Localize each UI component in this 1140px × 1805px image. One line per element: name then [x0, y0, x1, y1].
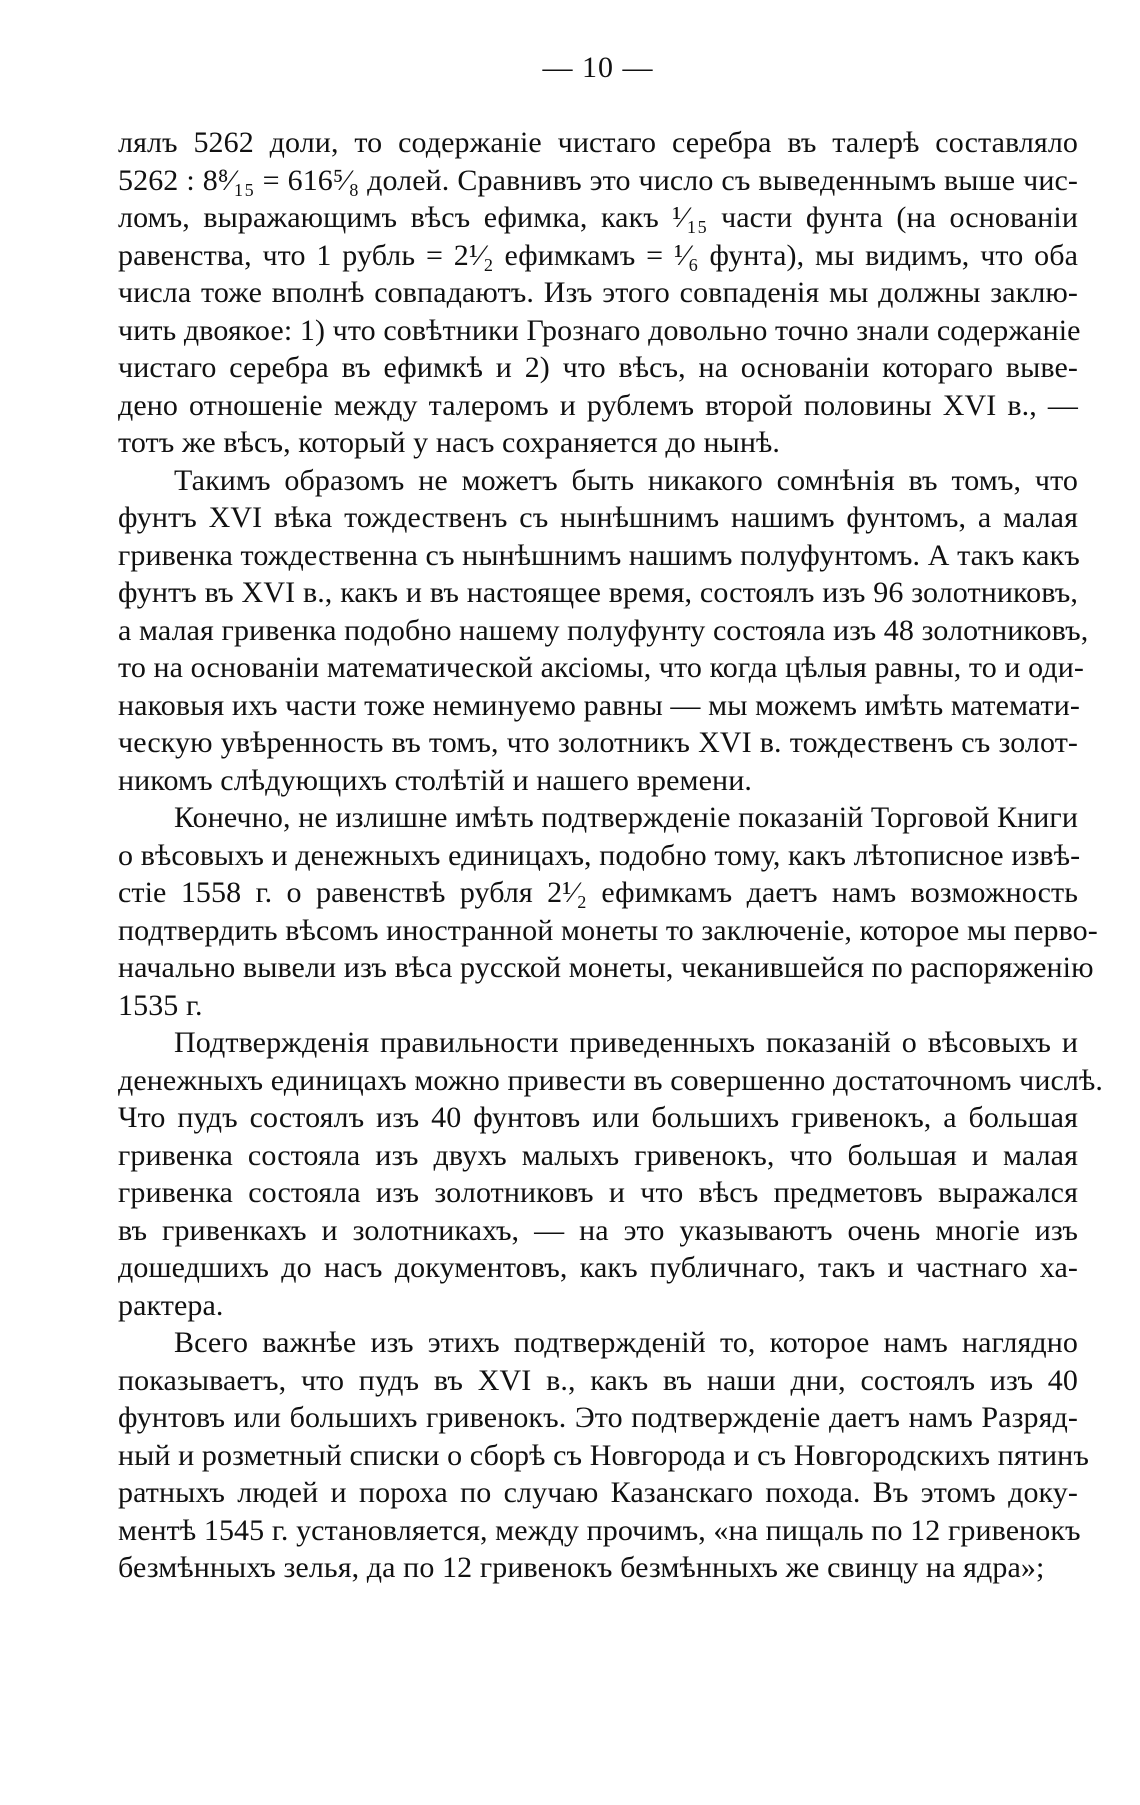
- text-line: тотъ же вѣсъ, который у насъ сохраняется до нынѣ.: [118, 426, 781, 459]
- text-line: гривенка тождественна съ нынѣшнимъ нашимъ полуфунтомъ. А такъ какъ: [118, 538, 1080, 572]
- document-page: [118, 40, 1103, 1587]
- text-line: Такимъ образомъ не можетъ быть никакого сомнѣнiя въ томъ, что: [174, 463, 1078, 497]
- text-line: фунтъ XVI вѣка тождественъ съ нынѣшнимъ нашимъ фунтомъ, а малая: [118, 501, 1078, 534]
- paragraph: [118, 1324, 1089, 1587]
- text-line: ломъ, выражающимъ вѣсъ ефимка, какъ ¹⁄₁₅ части фунта (на основанiи: [118, 201, 1078, 234]
- text-line: а малая гривенка подобно нашему полуфунту состояла изъ 48 золотниковъ,: [118, 613, 1089, 647]
- text-line: денежныхъ единицахъ можно привести въ совершенно достаточномъ числѣ.: [118, 1063, 1103, 1097]
- text-line: наковыя ихъ части тоже неминуемо равны — мы можемъ имѣть математи-: [118, 688, 1080, 722]
- text-line: 1535 г.: [118, 988, 203, 1022]
- text-line: стiе 1558 г. о равенствѣ рубля 2¹⁄₂ ефимкамъ даетъ намъ возможность: [118, 876, 1078, 909]
- text-line: равенства, что 1 рубль = 2¹⁄₂ ефимкамъ = ¹⁄₆ фунта), мы видимъ, что оба: [118, 238, 1078, 272]
- text-line: ментѣ 1545 г. установляется, между прочимъ, «на пищаль по 12 гривенокъ: [118, 1513, 1081, 1547]
- text-line: въ гривенкахъ и золотникахъ, — на это указываютъ очень многiе изъ: [118, 1213, 1078, 1247]
- text-line: Что пудъ состоялъ изъ 40 фунтовъ или большихъ гривенокъ, а большая: [118, 1101, 1078, 1134]
- text-line: дено отношенiе между талеромъ и рублемъ второй половины XVI в., —: [118, 388, 1078, 422]
- text-line: числа тоже вполнѣ совпадаютъ. Изъ этого совпаденiя мы должны заклю-: [118, 276, 1078, 309]
- paragraph: [118, 462, 1089, 800]
- text-line: гривенка состояла изъ золотниковъ и что вѣсъ предметовъ выражался: [118, 1176, 1078, 1209]
- text-line: гривенка состояла изъ двухъ малыхъ гривенокъ, что большая и малая: [118, 1138, 1078, 1172]
- page-number: — 10 —: [542, 51, 654, 84]
- text-line: лялъ 5262 доли, то содержанiе чистаго серебра въ талерѣ составляло: [118, 126, 1078, 159]
- text-line: Всего важнѣе изъ этихъ подтвержденiй то, которое намъ наглядно: [174, 1326, 1078, 1359]
- text-line: фунтъ въ XVI в., какъ и въ настоящее время, состоялъ изъ 96 золотниковъ,: [118, 576, 1078, 609]
- text-body: [118, 124, 1103, 1587]
- paragraph: [118, 1024, 1103, 1324]
- text-line: то на основанiи математической аксiомы, что когда цѣлыя равны, то и оди-: [118, 651, 1085, 684]
- text-line: 5262 : 8⁸⁄₁₅ = 616⁵⁄₈ долей. Сравнивъ это число съ выведеннымъ выше чис-: [118, 163, 1078, 197]
- paragraph: [118, 124, 1081, 462]
- paragraph: [118, 799, 1098, 1024]
- text-line: начально вывели изъ вѣса русской монеты, чеканившейся по распоряженiю: [118, 951, 1094, 984]
- text-line: ный и розметный списки о сборѣ съ Новгорода и съ Новгородскихъ пятинъ: [118, 1438, 1089, 1472]
- text-line: Подтвержденiя правильности приведенныхъ показанiй о вѣсовыхъ и: [174, 1026, 1078, 1059]
- text-line: никомъ слѣдующихъ столѣтiй и нашего времени.: [118, 763, 752, 797]
- text-line: показываетъ, что пудъ въ XVI в., какъ въ наши дни, состоялъ изъ 40: [118, 1363, 1078, 1397]
- text-line: ческую увѣренность въ томъ, что золотникъ XVI в. тождественъ съ золот-: [118, 726, 1078, 759]
- text-line: Конечно, не излишне имѣть подтвержденiе показанiй Торговой Книги: [174, 801, 1078, 834]
- text-line: безмѣнныхъ зелья, да по 12 гривенокъ безмѣнныхъ же свинцу на ядра»;: [118, 1551, 1045, 1584]
- text-line: ратныхъ людей и пороха по случаю Казанскаго похода. Въ этомъ доку-: [118, 1476, 1078, 1509]
- text-line: чить двоякое: 1) что совѣтники Грознаго довольно точно знали содержанiе: [118, 313, 1081, 347]
- text-line: о вѣсовыхъ и денежныхъ единицахъ, подобно тому, какъ лѣтописное извѣ-: [118, 838, 1081, 872]
- text-line: подтвердить вѣсомъ иностранной монеты то заключенiе, которое мы перво-: [118, 913, 1098, 947]
- text-line: чистаго серебра въ ефимкѣ и 2) что вѣсъ, на основанiи котораго выве-: [118, 351, 1078, 384]
- text-line: фунтовъ или большихъ гривенокъ. Это подтвержденiе даетъ намъ Разряд-: [118, 1401, 1078, 1434]
- text-line: рактера.: [118, 1288, 224, 1322]
- text-line: дошедшихъ до насъ документовъ, какъ публичнаго, такъ и частнаго ха-: [118, 1251, 1078, 1284]
